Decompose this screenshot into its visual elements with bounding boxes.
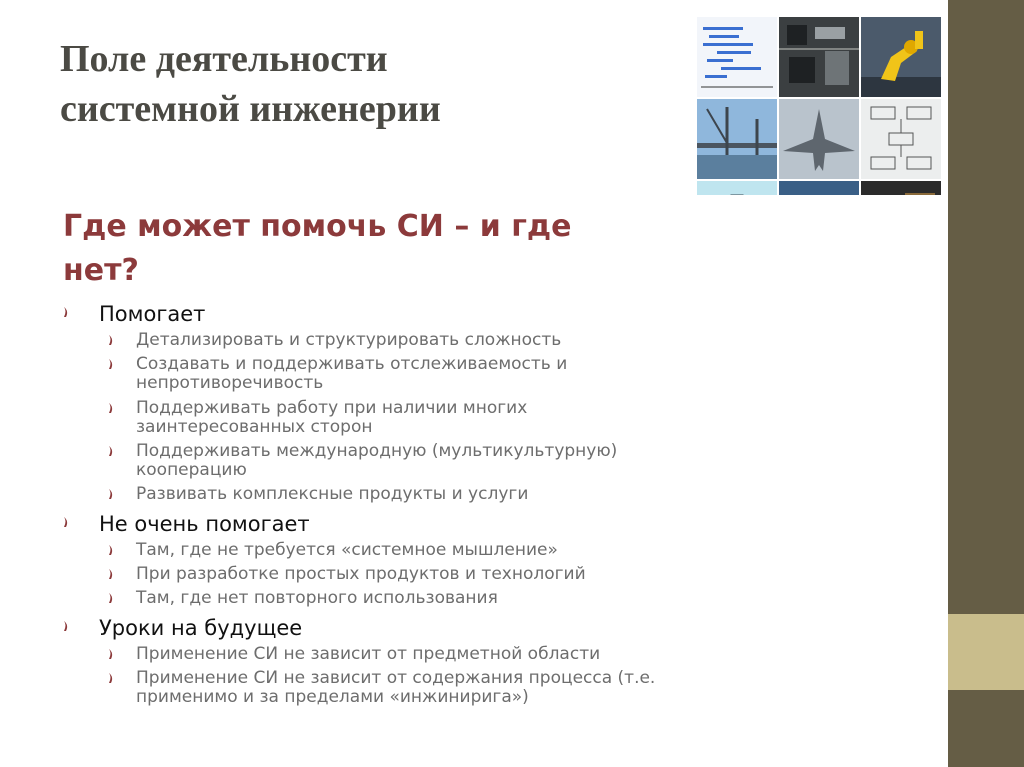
bullet-icon — [108, 355, 116, 374]
collage-tile-bridge-construction — [697, 99, 777, 179]
collage-tile-fighter-jet — [779, 99, 859, 179]
slide-subtitle-line-1: Где может помочь СИ – и где — [63, 209, 572, 244]
slide-title — [60, 34, 600, 134]
collage-tile-block-diagram — [861, 99, 941, 179]
collage-tile-robot-arm — [861, 17, 941, 97]
right-band-light — [948, 614, 1024, 690]
bullet-icon — [108, 589, 116, 608]
bullet-icon — [108, 541, 116, 560]
slide-title-line-1: Поле деятельности — [60, 38, 388, 80]
slide-content: Где может помочь СИ – и где нет? Помогает Детализировать и структурировать сложность Создавать и поддерживать отслеживаемость и непротиворечивость Поддерживать работу при наличии многих заинтересованных сторон Поддерживать международную (мультикультурную) кооперацию Развивать комплексные продукты и услуги Не очень помогает Там, где не требуется «системное мышление» При разработке простых продуктов и технологий Там, где нет повторного использования Уроки на будущее Применение СИ не зависит от предметной области Применение СИ не зависит от содержания процесса (т.е. применимо и за пределами «инжинирига») — [43, 195, 948, 715]
bullet-icon — [108, 331, 116, 350]
bullet-icon — [63, 615, 71, 641]
bullet-icon — [63, 301, 71, 327]
bullet-icon — [108, 485, 116, 504]
slide-title-line-2: системной инженерии — [60, 88, 441, 130]
slide-subtitle — [63, 205, 713, 293]
bullet-icon — [108, 669, 116, 688]
bullet-icon — [108, 399, 116, 418]
bullet-icon — [108, 645, 116, 664]
collage-tile-timeline-diagram — [697, 17, 777, 97]
collage-tile-circuit-board — [779, 17, 859, 97]
bullet-icon — [108, 565, 116, 584]
bullet-icon — [108, 442, 116, 461]
bullet-icon — [63, 511, 71, 537]
slide-subtitle-line-2: нет? — [63, 253, 139, 288]
